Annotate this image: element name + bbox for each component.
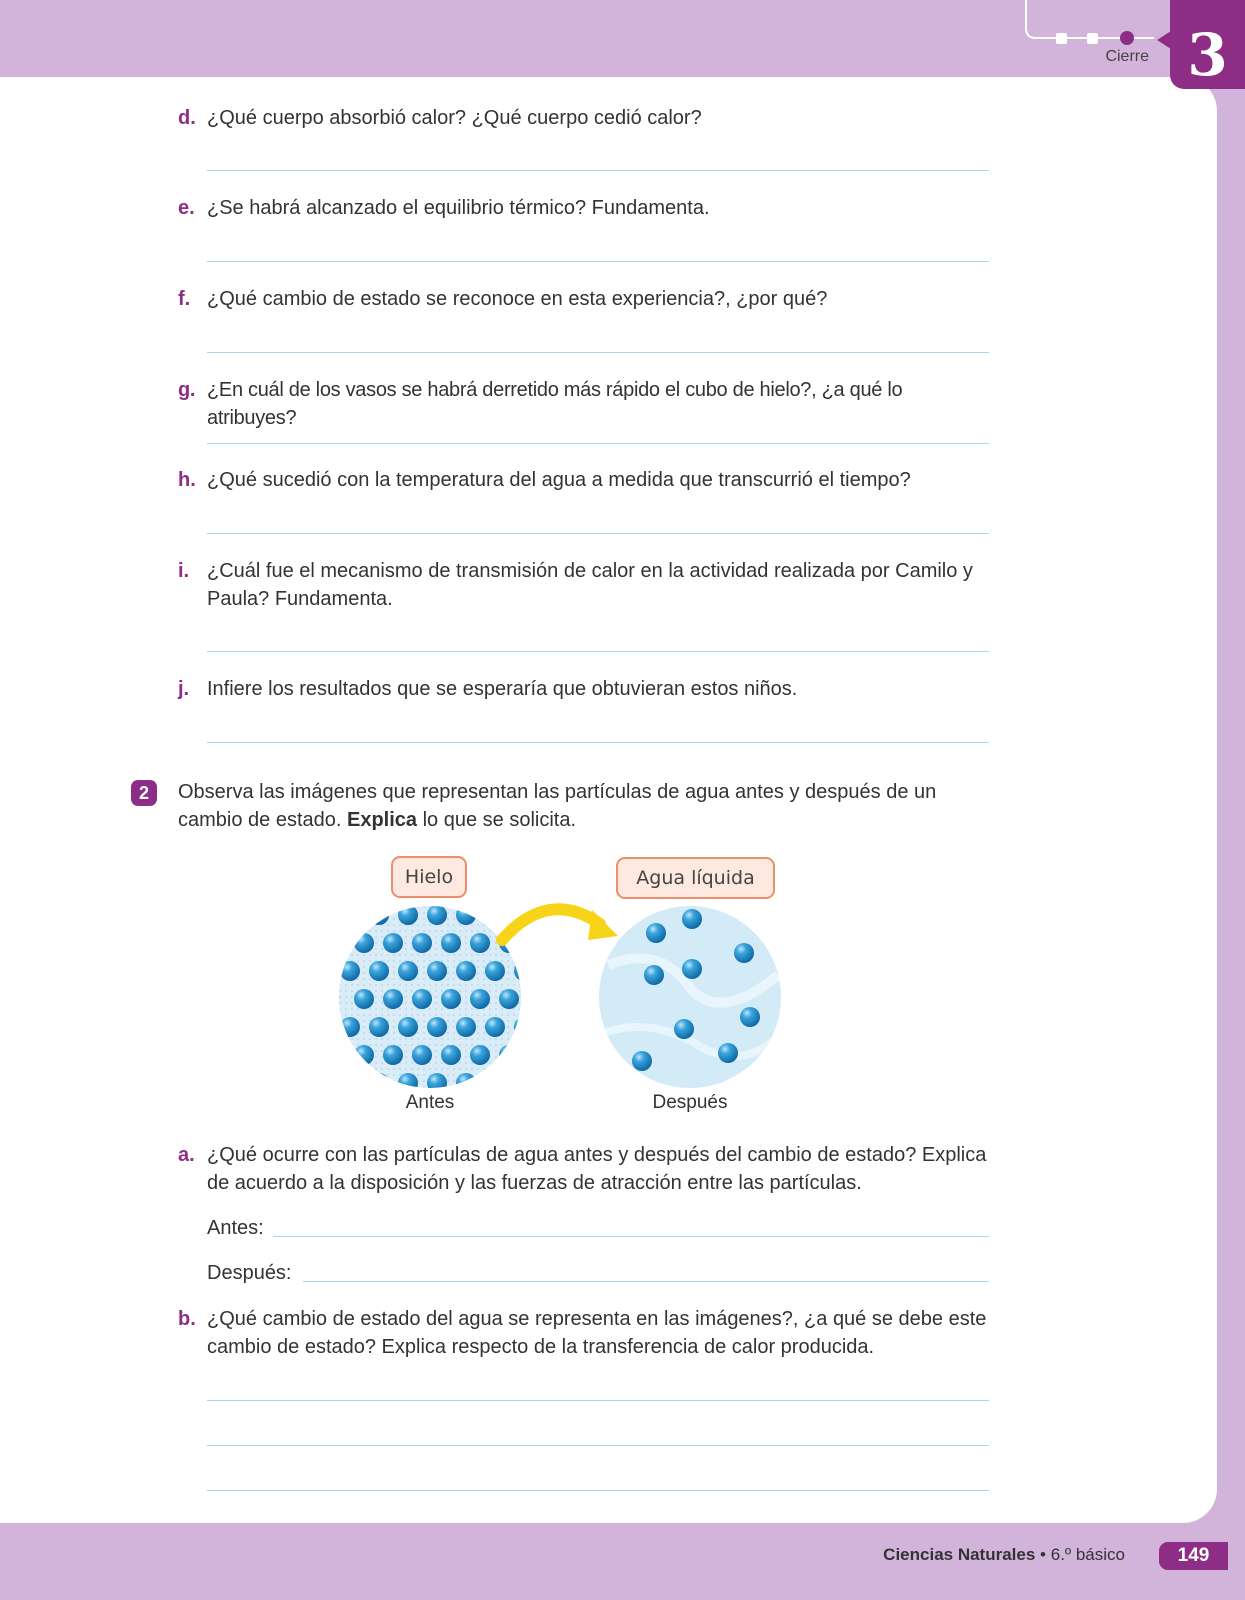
answer-line[interactable] — [207, 352, 989, 353]
liquid-particle — [718, 1043, 738, 1063]
question-letter: e. — [178, 197, 195, 219]
header-progress-decoration — [1020, 0, 1170, 50]
ice-particle — [456, 1017, 476, 1037]
question-text: ¿Cuál fue el mecanismo de transmisión de calor en la actividad realizada por Camilo y Paula? Fundamenta. — [207, 560, 973, 610]
question-text: ¿Qué sucedió con la temperatura del agua a medida que transcurrió el tiempo? — [207, 469, 911, 491]
question-h — [178, 466, 990, 494]
footer-book-title: Ciencias Naturales — [883, 1545, 1036, 1564]
ice-particle — [354, 933, 374, 953]
label-agua-liquida: Agua líquida — [616, 857, 775, 899]
ice-particle — [412, 989, 432, 1009]
ice-particle — [456, 961, 476, 981]
ice-particle — [340, 961, 360, 981]
question-letter: g. — [178, 379, 196, 401]
footer-grade: 6.º básico — [1050, 1545, 1125, 1564]
question-text: Infiere los resultados que se esperaría que obtuvieran estos niños. — [207, 678, 798, 700]
ice-particle — [485, 1017, 505, 1037]
question-letter: a. — [178, 1144, 195, 1166]
ice-particle — [354, 1045, 374, 1065]
ice-particle — [383, 933, 403, 953]
question-i — [178, 557, 990, 613]
instructions-keyword: Explica — [347, 809, 418, 831]
footer-book-info — [883, 1545, 1125, 1565]
ice-particle — [398, 961, 418, 981]
liquid-particle — [646, 923, 666, 943]
question-letter: h. — [178, 469, 196, 491]
ice-particle — [340, 1073, 360, 1089]
question-text: ¿Qué ocurre con las partículas de agua antes y después del cambio de estado? Explica de acuerdo a la disposición y las fuerzas de atracción entre las partículas. — [207, 1144, 987, 1194]
caption-despues: Después — [652, 1092, 728, 1113]
instructions-text-end: lo que se solicita. — [422, 809, 577, 831]
ice-particle — [441, 1045, 461, 1065]
activity-instructions — [178, 778, 990, 834]
question-letter: b. — [178, 1308, 196, 1330]
liquid-particle — [740, 1007, 760, 1027]
caption-antes: Antes — [405, 1092, 455, 1113]
answer-line[interactable] — [207, 533, 989, 534]
answer-line[interactable] — [207, 651, 989, 652]
answer-line[interactable] — [207, 1400, 989, 1401]
question-j — [178, 675, 990, 703]
question-letter: i. — [178, 560, 190, 582]
page-number: 149 — [1159, 1542, 1228, 1570]
ice-particle — [427, 905, 447, 925]
ice-particle — [470, 989, 490, 1009]
ice-particle — [354, 989, 374, 1009]
ice-particle — [412, 1045, 432, 1065]
ice-particle — [369, 905, 389, 925]
liquid-particle — [682, 909, 702, 929]
antes-answer-line[interactable] — [273, 1236, 989, 1237]
label-hielo: Hielo — [391, 856, 467, 898]
ice-particle — [499, 989, 519, 1009]
ice-particles-illustration — [338, 905, 522, 1089]
ice-particle — [412, 933, 432, 953]
ice-particle — [383, 989, 403, 1009]
ice-particle — [369, 961, 389, 981]
liquid-particle — [682, 959, 702, 979]
question-b — [178, 1305, 990, 1361]
ice-particle — [398, 1017, 418, 1037]
question-letter: d. — [178, 107, 196, 129]
answer-line[interactable] — [207, 261, 989, 262]
answer-line[interactable] — [207, 170, 989, 171]
ice-particle — [470, 933, 490, 953]
ice-particle — [470, 1045, 490, 1065]
answer-line[interactable] — [207, 1445, 989, 1446]
question-letter: j. — [178, 678, 190, 700]
ice-particle — [499, 1045, 519, 1065]
ice-particle — [340, 1017, 360, 1037]
ice-particle — [485, 1073, 505, 1089]
ice-particle — [441, 989, 461, 1009]
question-text: ¿Qué cambio de estado del agua se representa en las imágenes?, ¿a qué se debe este cambio de estado? Explica respecto de la transferencia de calor producida. — [207, 1308, 987, 1358]
question-letter: f. — [178, 288, 191, 310]
liquid-particle — [644, 965, 664, 985]
tab-pointer-icon — [1157, 31, 1171, 49]
activity-number-badge: 2 — [131, 780, 157, 806]
ice-particle — [485, 961, 505, 981]
question-f — [178, 285, 990, 313]
ice-particle — [398, 905, 418, 925]
question-d — [178, 104, 990, 132]
liquid-particle — [674, 1019, 694, 1039]
liquid-particle — [734, 943, 754, 963]
answer-line[interactable] — [207, 742, 989, 743]
antes-label: Antes: — [207, 1217, 264, 1239]
ice-particle — [427, 961, 447, 981]
question-text: ¿Se habrá alcanzado el equilibrio térmico? Fundamenta. — [207, 197, 710, 219]
ice-particle — [340, 905, 360, 925]
liquid-particles-illustration — [598, 905, 782, 1089]
ice-particle — [427, 1017, 447, 1037]
unit-number-tab: 3 — [1170, 0, 1245, 89]
section-label: Cierre — [1105, 48, 1149, 65]
liquid-particle — [632, 1051, 652, 1071]
ice-particle — [514, 1073, 522, 1089]
question-text: ¿En cuál de los vasos se habrá derretido más rápido el cubo de hielo?, ¿a qué lo atribuyes? — [207, 379, 903, 429]
question-e — [178, 194, 990, 222]
answer-line[interactable] — [207, 1490, 989, 1491]
despues-answer-line[interactable] — [303, 1281, 989, 1282]
instructions-text: Observa las imágenes que representan las partículas de agua antes y después de un cambio de estado. — [178, 781, 937, 831]
ice-particle — [456, 905, 476, 925]
question-text: ¿Qué cuerpo absorbió calor? ¿Qué cuerpo cedió calor? — [207, 107, 702, 129]
ice-particle — [383, 1045, 403, 1065]
ice-particle — [441, 933, 461, 953]
question-a — [178, 1141, 990, 1197]
question-g — [178, 376, 990, 432]
ice-particle — [369, 1017, 389, 1037]
answer-line[interactable] — [207, 443, 989, 444]
question-text: ¿Qué cambio de estado se reconoce en esta experiencia?, ¿por qué? — [207, 288, 828, 310]
despues-label: Después: — [207, 1262, 292, 1284]
footer-separator: • — [1040, 1545, 1046, 1564]
